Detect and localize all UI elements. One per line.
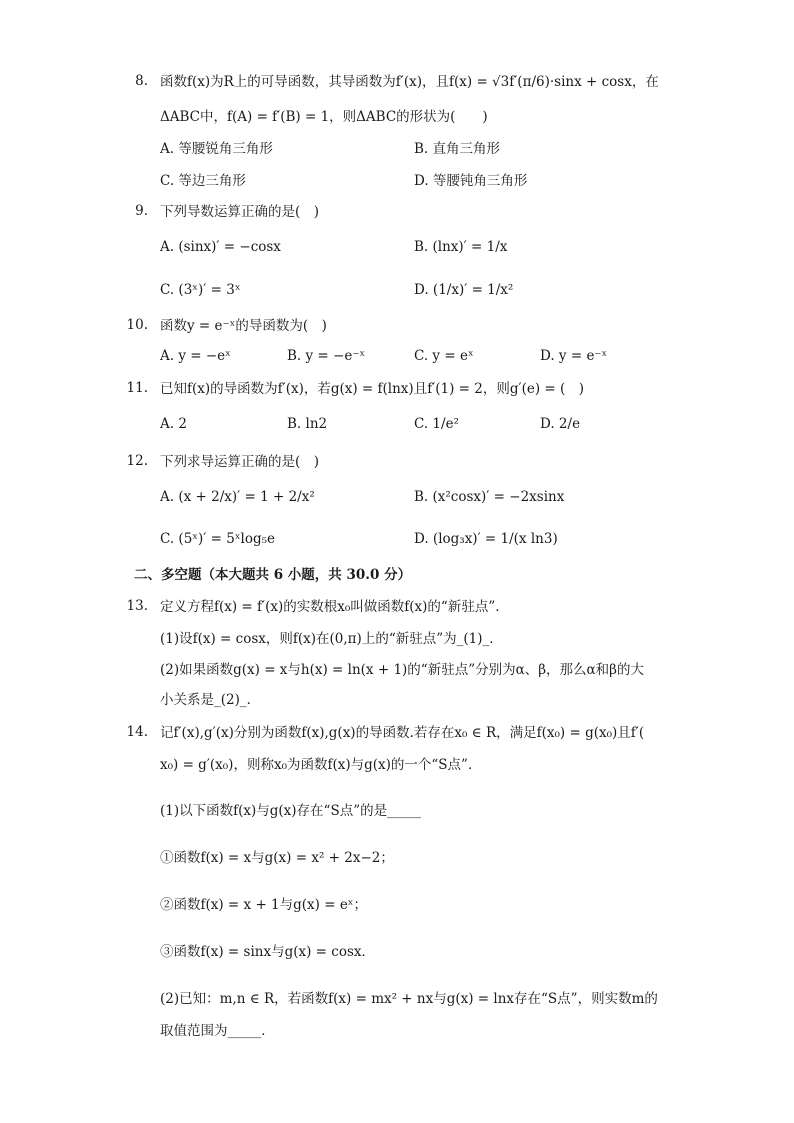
question-stem: (2)如果函数g(x) = x与h(x) = ln(x + 1)的“新驻点”分别为α、β，那么α和β的大 <box>160 662 644 678</box>
question-stem: 记f′(x),g′(x)分别为函数f(x),g(x)的导函数.若存在x₀ ∈ R，满足f(x₀) = g(x₀)且f′( <box>160 725 645 741</box>
question-stem: ΔABC中，f(A) = f′(B) = 1，则ΔABC的形状为( ) <box>160 109 488 125</box>
option-d: D. 等腰钝角三角形 <box>414 173 528 189</box>
question-stem: (1)以下函数f(x)与g(x)存在“S点”的是_____ <box>160 803 421 819</box>
section-heading: 二、多空题（本大题共 6 小题，共 30.0 分） <box>134 567 412 583</box>
option-c: C. 1/e² <box>414 416 459 432</box>
question-stem: (1)设f(x) = cosx，则f(x)在(0,π)上的“新驻点”为_(1)_． <box>160 631 503 647</box>
question-stem: 函数y = e⁻ˣ的导函数为( ) <box>160 318 327 334</box>
question-stem: x₀) = g′(x₀)，则称x₀为函数f(x)与g(x)的一个“S点”． <box>160 757 482 773</box>
question-stem: 定义方程f(x) = f′(x)的实数根x₀叫做函数f(x)的“新驻点”． <box>160 599 509 615</box>
question-stem: 已知f(x)的导函数为f′(x)，若g(x) = f(lnx)且f′(1) = 2，则g′(e) = ( ) <box>160 381 585 397</box>
option-b: B. (x²cosx)′ = −2xsinx <box>414 489 565 505</box>
question-number: 12. <box>126 453 148 469</box>
option-c: C. 等边三角形 <box>160 173 246 189</box>
list-item: ①函数f(x) = x与g(x) = x² + 2x−2； <box>160 850 394 866</box>
question-number: 8. <box>135 73 148 89</box>
option-a: A. (x + 2/x)′ = 1 + 2/x² <box>160 489 315 505</box>
option-d: D. (1/x)′ = 1/x² <box>414 282 514 298</box>
option-c: C. (5ˣ)′ = 5ˣlog₅e <box>160 531 276 547</box>
option-b: B. (lnx)′ = 1/x <box>414 239 508 255</box>
option-c: C. (3ˣ)′ = 3ˣ <box>160 282 241 298</box>
question-stem: (2)已知：m,n ∈ R，若函数f(x) = mx² + nx与g(x) = lnx存在“S点”，则实数m的 <box>160 991 658 1007</box>
question-stem: 下列求导运算正确的是( ) <box>160 454 320 470</box>
option-a: A. y = −eˣ <box>160 348 231 364</box>
question-number: 11. <box>126 380 148 396</box>
question-number: 10. <box>126 317 148 333</box>
option-a: A. 等腰锐角三角形 <box>160 141 273 157</box>
option-a: A. 2 <box>160 416 187 432</box>
option-c: C. y = eˣ <box>414 348 474 364</box>
question-stem: 下列导数运算正确的是( ) <box>160 204 320 220</box>
list-item: ②函数f(x) = x + 1与g(x) = eˣ； <box>160 897 368 913</box>
question-stem: 小关系是_(2)_． <box>160 692 261 708</box>
list-item: ③函数f(x) = sinx与g(x) = cosx． <box>160 944 376 960</box>
option-d: D. 2/e <box>540 416 581 432</box>
question-number: 13. <box>126 598 148 614</box>
option-d: D. y = e⁻ˣ <box>540 348 608 364</box>
question-number: 14. <box>126 724 148 740</box>
option-b: B. 直角三角形 <box>414 141 501 157</box>
question-stem: 取值范围为_____． <box>160 1023 275 1039</box>
option-b: B. y = −e⁻ˣ <box>287 348 366 364</box>
option-a: A. (sinx)′ = −cosx <box>160 239 281 255</box>
question-stem: 函数f(x)为R上的可导函数，其导函数为f′(x)，且f(x) = √3f′(π/6)·sinx + cosx，在 <box>160 74 659 90</box>
option-b: B. ln2 <box>287 416 328 432</box>
question-number: 9. <box>135 203 148 219</box>
option-d: D. (log₃x)′ = 1/(x ln3) <box>414 531 558 547</box>
